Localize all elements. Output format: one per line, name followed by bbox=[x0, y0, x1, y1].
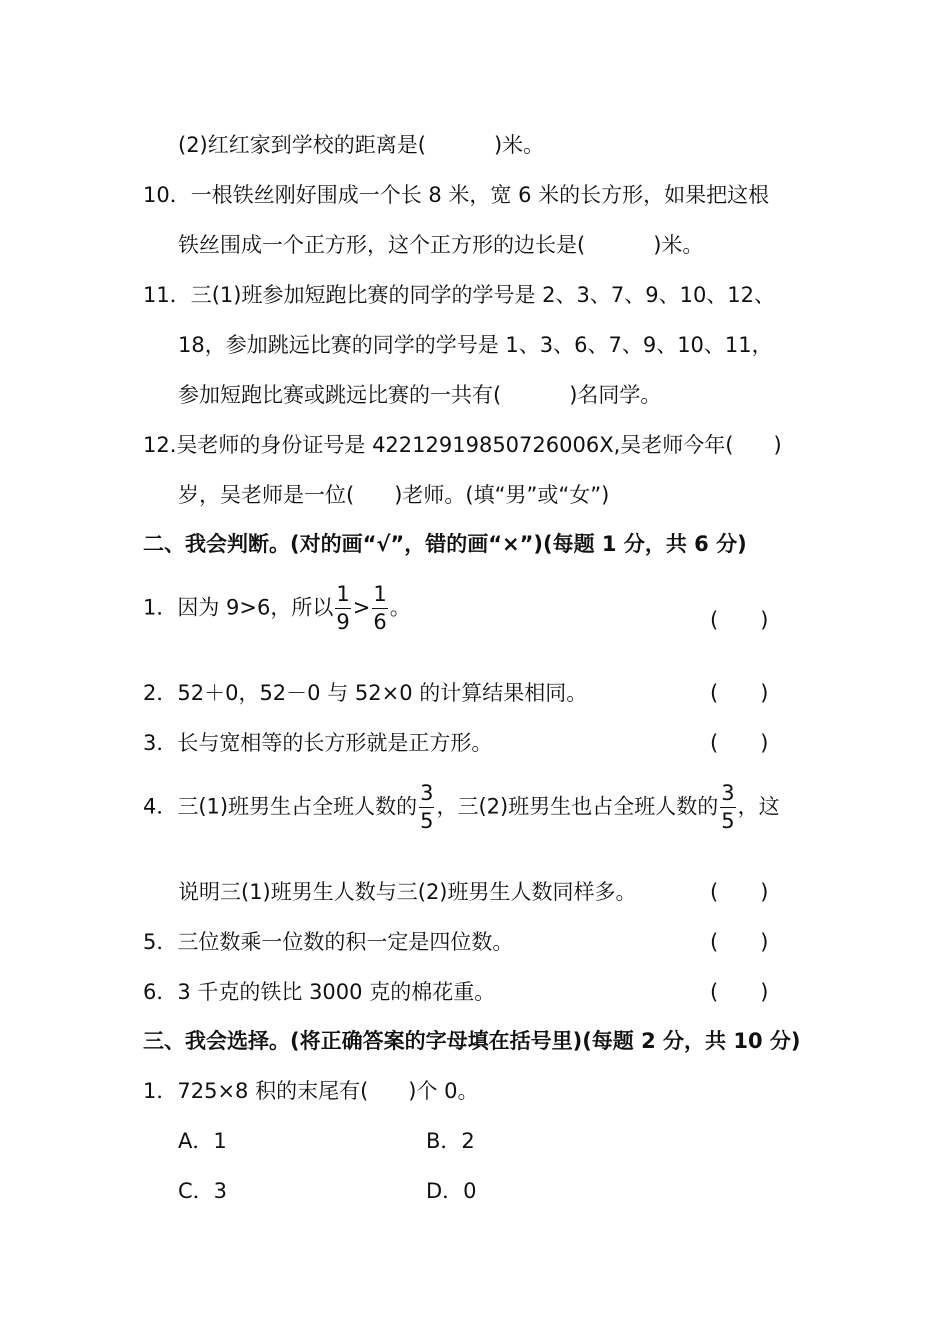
s3-q1 bbox=[143, 1075, 479, 1105]
q11-line1: 11．三(1)班参加短跑比赛的同学的学号是 2、3、7、9、10、12、 bbox=[143, 283, 776, 307]
fraction-three-fifths bbox=[720, 783, 735, 832]
option-a[interactable]: A．1 bbox=[178, 1129, 227, 1153]
q12-line1-close: ) bbox=[773, 433, 782, 457]
q12-line2-close: )老师。(填“男”或“女”) bbox=[394, 483, 610, 507]
s2-q4-middle: ，三(2)班男生也占全班人数的 bbox=[436, 794, 719, 819]
fraction-one-sixth bbox=[372, 584, 387, 633]
q9-part2-text: (2)红红家到学校的距离是( bbox=[178, 133, 426, 157]
fraction-numerator: 3 bbox=[420, 781, 434, 805]
q10-line1: 10．一根铁丝刚好围成一个长 8 米，宽 6 米的长方形，如果把这根 bbox=[143, 183, 770, 207]
s2-q1 bbox=[143, 584, 411, 633]
fraction-denominator: 5 bbox=[420, 809, 434, 833]
q9-part2-close: )米。 bbox=[493, 133, 545, 157]
answer-paren[interactable]: ( ) bbox=[710, 681, 769, 705]
s2-q1-suffix: 。 bbox=[389, 595, 411, 620]
s2-q3: 3．长与宽相等的长方形就是正方形。 bbox=[143, 731, 493, 755]
q10-line2-text: 铁丝围成一个正方形，这个正方形的边长是( bbox=[178, 233, 586, 257]
q12-line2 bbox=[178, 479, 609, 509]
fraction-denominator: 9 bbox=[336, 610, 350, 634]
q12-line1-text: 12.吴老师的身份证号是 42212919850726006X,吴老师今年( bbox=[143, 433, 734, 457]
s2-q1-prefix: 1．因为 9>6，所以 bbox=[143, 595, 334, 620]
option-b[interactable]: B．2 bbox=[426, 1129, 475, 1153]
s3-q1-text: 1．725×8 积的末尾有( bbox=[143, 1079, 369, 1103]
option-c[interactable]: C．3 bbox=[178, 1179, 228, 1203]
fraction-three-fifths bbox=[419, 783, 434, 832]
s2-q4-line1 bbox=[143, 783, 780, 832]
q11-line3 bbox=[178, 379, 661, 409]
q12-line2-text: 岁，吴老师是一位( bbox=[178, 483, 355, 507]
fraction-numerator: 1 bbox=[336, 582, 350, 606]
answer-paren[interactable]: ( ) bbox=[710, 980, 769, 1004]
s2-q4-line2: 说明三(1)班男生人数与三(2)班男生人数同样多。 bbox=[178, 880, 637, 904]
option-d[interactable]: D．0 bbox=[426, 1179, 477, 1203]
fraction-numerator: 3 bbox=[721, 781, 735, 805]
answer-paren[interactable]: ( ) bbox=[710, 880, 769, 904]
s2-q2: 2．52＋0，52－0 与 52×0 的计算结果相同。 bbox=[143, 681, 588, 705]
q11-line3-close: )名同学。 bbox=[569, 383, 662, 407]
fraction-one-ninth bbox=[335, 584, 350, 633]
q10-line2 bbox=[178, 229, 703, 259]
s2-q4-suffix: ，这 bbox=[737, 794, 780, 819]
s2-q6: 6．3 千克的铁比 3000 克的棉花重。 bbox=[143, 980, 496, 1004]
q11-line3-text: 参加短跑比赛或跳远比赛的一共有( bbox=[178, 383, 502, 407]
fraction-denominator: 6 bbox=[373, 610, 387, 634]
answer-paren[interactable]: ( ) bbox=[710, 930, 769, 954]
s2-q5: 5．三位数乘一位数的积一定是四位数。 bbox=[143, 930, 514, 954]
q12-line1 bbox=[143, 429, 782, 459]
q11-line2: 18，参加跳远比赛的同学的学号是 1、3、6、7、9、10、11， bbox=[178, 333, 773, 357]
answer-paren[interactable]: ( ) bbox=[710, 731, 769, 755]
section3-heading: 三、我会选择。(将正确答案的字母填在括号里)(每题 2 分，共 10 分) bbox=[143, 1029, 801, 1053]
s2-q4-prefix: 4．三(1)班男生占全班人数的 bbox=[143, 794, 418, 819]
fraction-denominator: 5 bbox=[721, 809, 735, 833]
q9-part2 bbox=[178, 129, 544, 159]
answer-paren[interactable]: ( ) bbox=[710, 608, 769, 632]
fraction-numerator: 1 bbox=[373, 582, 387, 606]
s2-q1-op: > bbox=[352, 595, 371, 620]
s3-q1-close: )个 0。 bbox=[408, 1079, 479, 1103]
q10-line2-close: )米。 bbox=[653, 233, 704, 257]
section2-heading: 二、我会判断。(对的画“√”，错的画“×”)(每题 1 分，共 6 分) bbox=[143, 532, 747, 556]
